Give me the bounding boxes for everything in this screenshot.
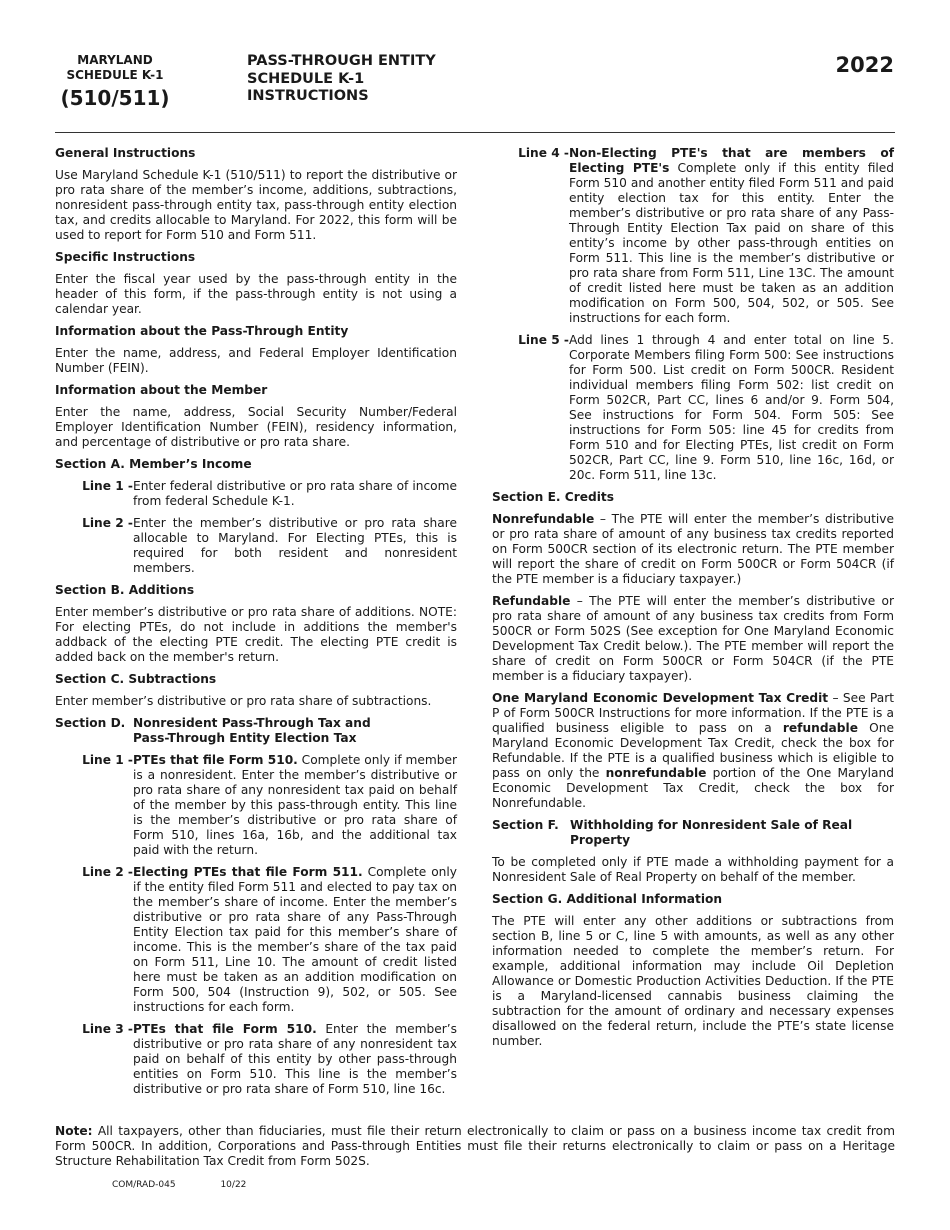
general-instructions-heading: General Instructions bbox=[55, 146, 196, 160]
section-d-line-5: Line 5 - Add lines 1 through 4 and enter total on line 5. Corporate Members filing Form 500: See instructions for Form 500. List credit on Form 500CR. Resident individual members filing Form 502: list credit on Form 502CR, Part CC, lines 6 and/or 9. Form 504, See instructions for Form 504. Form 505: See instructions for Form 505: line 45 for credits from Form 510 and for Electing PTEs, list credit on Form 502CR, Part CC, line 9. Form 510, line 16c, 16d, or 20c. Form 511, line 13c. bbox=[518, 333, 894, 482]
form-code: COM/RAD-045 bbox=[112, 1180, 176, 1190]
electronic-filing-note: Note: All taxpayers, other than fiduciaries, must file their return electronically to claim or pass on a business income tax credit from Form 500CR. In addition, Corporations and Pass-through Entities must file their returns electronically to claim or pass on a Heritage Structure Rehabilitation Tax Credit from Form 502S. bbox=[55, 1124, 895, 1168]
pte-info-text: Enter the name, address, and Federal Employer Identification Number (FEIN). bbox=[55, 346, 457, 375]
section-f-text: To be completed only if PTE made a withholding payment for a Nonresident Sale of Real Property on behalf of the member. bbox=[492, 855, 894, 884]
pte-info-heading: Information about the Pass-Through Entity bbox=[55, 324, 349, 338]
specific-instructions-heading: Specific Instructions bbox=[55, 250, 196, 264]
general-instructions-text: Use Maryland Schedule K-1 (510/511) to report the distributive or pro rata share of the member’s income, additions, subtractions, nonresident pass-through entity tax, pass-through entity election tax, and credits allocable to Maryland. For 2022, this form will be used to report for Form 510 and Form 511. bbox=[55, 168, 457, 242]
schedule-label: SCHEDULE K-1 bbox=[66, 68, 164, 82]
state-label: MARYLAND bbox=[77, 53, 153, 67]
section-d-line-1: Line 1 - PTEs that file Form 510. Complete only if member is a nonresident. Enter the member’s distributive or pro rata share of any nonresident tax paid on behalf of the member by this pass-through entity. This line is the member’s distributive or pro rata share of Form 510, lines 16a, 16b, and the additional tax paid with the return. bbox=[82, 753, 457, 857]
section-a-line-2: Line 2 - Enter the member’s distributive or pro rata share allocable to Maryland. For Electing PTEs, this is required for both resident and nonresident members. bbox=[82, 516, 457, 575]
member-info-heading: Information about the Member bbox=[55, 383, 268, 397]
form-identifier bbox=[55, 53, 175, 111]
header-divider bbox=[55, 132, 895, 133]
section-a-line-1: Line 1 - Enter federal distributive or pro rata share of income from federal Schedule K-1. bbox=[82, 479, 457, 508]
section-g-text: The PTE will enter any other additions or subtractions from section B, line 5 or C, line 5 with amounts, as well as any other information needed to complete the member’s return. For example, additional information may include Oil Depletion Allowance or Domestic Production Activities Deduction. If the PTE is a Maryland-licensed cannabis business claiming the subtraction for the amount of ordinary and necessary expenses disallowed on the federal return, include the PTE’s state license number. bbox=[492, 914, 894, 1048]
nonrefundable-text: Nonrefundable – The PTE will enter the member’s distributive or pro rata share of amount of any business tax credits reported on Form 500CR section of its electronic return. The PTE member will report the share of credit on Form 500CR or Form 504CR (if the PTE member is a fiduciary taxpayer.) bbox=[492, 512, 894, 586]
revision-date: 10/22 bbox=[220, 1180, 247, 1190]
section-c-text: Enter member’s distributive or pro rata share of subtractions. bbox=[55, 694, 432, 708]
section-d-heading: Section D. Nonresident Pass-Through Tax and Pass-Through Entity Election Tax bbox=[55, 716, 371, 745]
section-d-line-3: Line 3 - PTEs that file Form 510. Enter the member’s distributive or pro rata share of any nonresident tax paid on behalf of this entity by other pass-through entities on Form 510. This line is the member’s distributive or pro rata share of Form 510, line 16c. bbox=[82, 1022, 457, 1096]
section-f-heading: Section F. Withholding for Nonresident Sale of Real Property bbox=[492, 818, 853, 847]
section-a-heading: Section A. Member’s Income bbox=[55, 457, 252, 471]
section-b-heading: Section B. Additions bbox=[55, 583, 195, 597]
section-c-heading: Section C. Subtractions bbox=[55, 672, 217, 686]
section-d-line-2: Line 2 - Electing PTEs that file Form 511. Complete only if the entity filed Form 511 and elected to pay tax on the member’s share of income. Enter the member’s distributive or pro rata share of any Pass-Through Entity Election tax paid for this member’s share of income. This is the member’s share of the tax paid on Form 511, Line 10. The amount of credit listed here must be taken as an addition modification on Form 500, 504 (Instruction 9), 502, or 505. See instructions for each form. bbox=[82, 865, 457, 1014]
refundable-text: Refundable – The PTE will enter the member’s distributive or pro rata share of amount of any business tax credits from Form 500CR or Form 502S (See exception for One Maryland Economic Development Tax Credit below.). The PTE member will report the share of credit on Form 500CR or Form 504CR (if the PTE member is a fiduciary taxpayer). bbox=[492, 594, 894, 683]
section-d-line-4: Line 4 - Non-Electing PTE's that are members of Electing PTE's Complete only if this entity filed Form 510 and another entity filed Form 511 and paid entity election tax for this entity. Enter the member’s distributive or pro rata share of any Pass-Through Entity Election Tax paid on share of this entity’s income by other pass-through entities on Form 511. This line is the member’s distributive or pro rata share from Form 511, Line 13C. The amount of credit listed here must be taken as an addition modification on Form 500, 504, 502, or 505. See instructions for each form. bbox=[518, 146, 894, 325]
section-g-heading: Section G. Additional Information bbox=[492, 892, 723, 906]
tax-year: 2022 bbox=[835, 53, 894, 77]
one-maryland-credit-text: One Maryland Economic Development Tax Credit – See Part P of Form 500CR Instructions for more information. If the PTE is a qualified business eligible to pass on a refundable One Maryland Economic Development Tax Credit, check the box for Refundable. If the PTE is a qualified business which is eligible to pass on only the nonrefundable portion of the One Maryland Economic Development Tax Credit, check the box for Nonrefundable. bbox=[492, 691, 894, 810]
section-b-text: Enter member’s distributive or pro rata share of additions. NOTE: For electing PTEs, do not include in additions the member's addback of the electing PTE credit. The electing PTE credit is added back on the member's return. bbox=[55, 605, 457, 664]
specific-instructions-text: Enter the fiscal year used by the pass-through entity in the header of this form, if the pass-through entity is not using a calendar year. bbox=[55, 272, 457, 316]
form-numbers: (510/511) bbox=[60, 86, 170, 110]
section-e-heading: Section E. Credits bbox=[492, 490, 614, 504]
left-column bbox=[55, 146, 457, 1104]
right-column bbox=[492, 146, 894, 1056]
member-info-text: Enter the name, address, Social Security Number/Federal Employer Identification Number (FEIN), residency information, and percentage of distributive or pro rata share. bbox=[55, 405, 457, 449]
page-title: PASS-THROUGH ENTITY SCHEDULE K-1 INSTRUCTIONS bbox=[247, 53, 436, 104]
form-footer bbox=[112, 1180, 288, 1190]
